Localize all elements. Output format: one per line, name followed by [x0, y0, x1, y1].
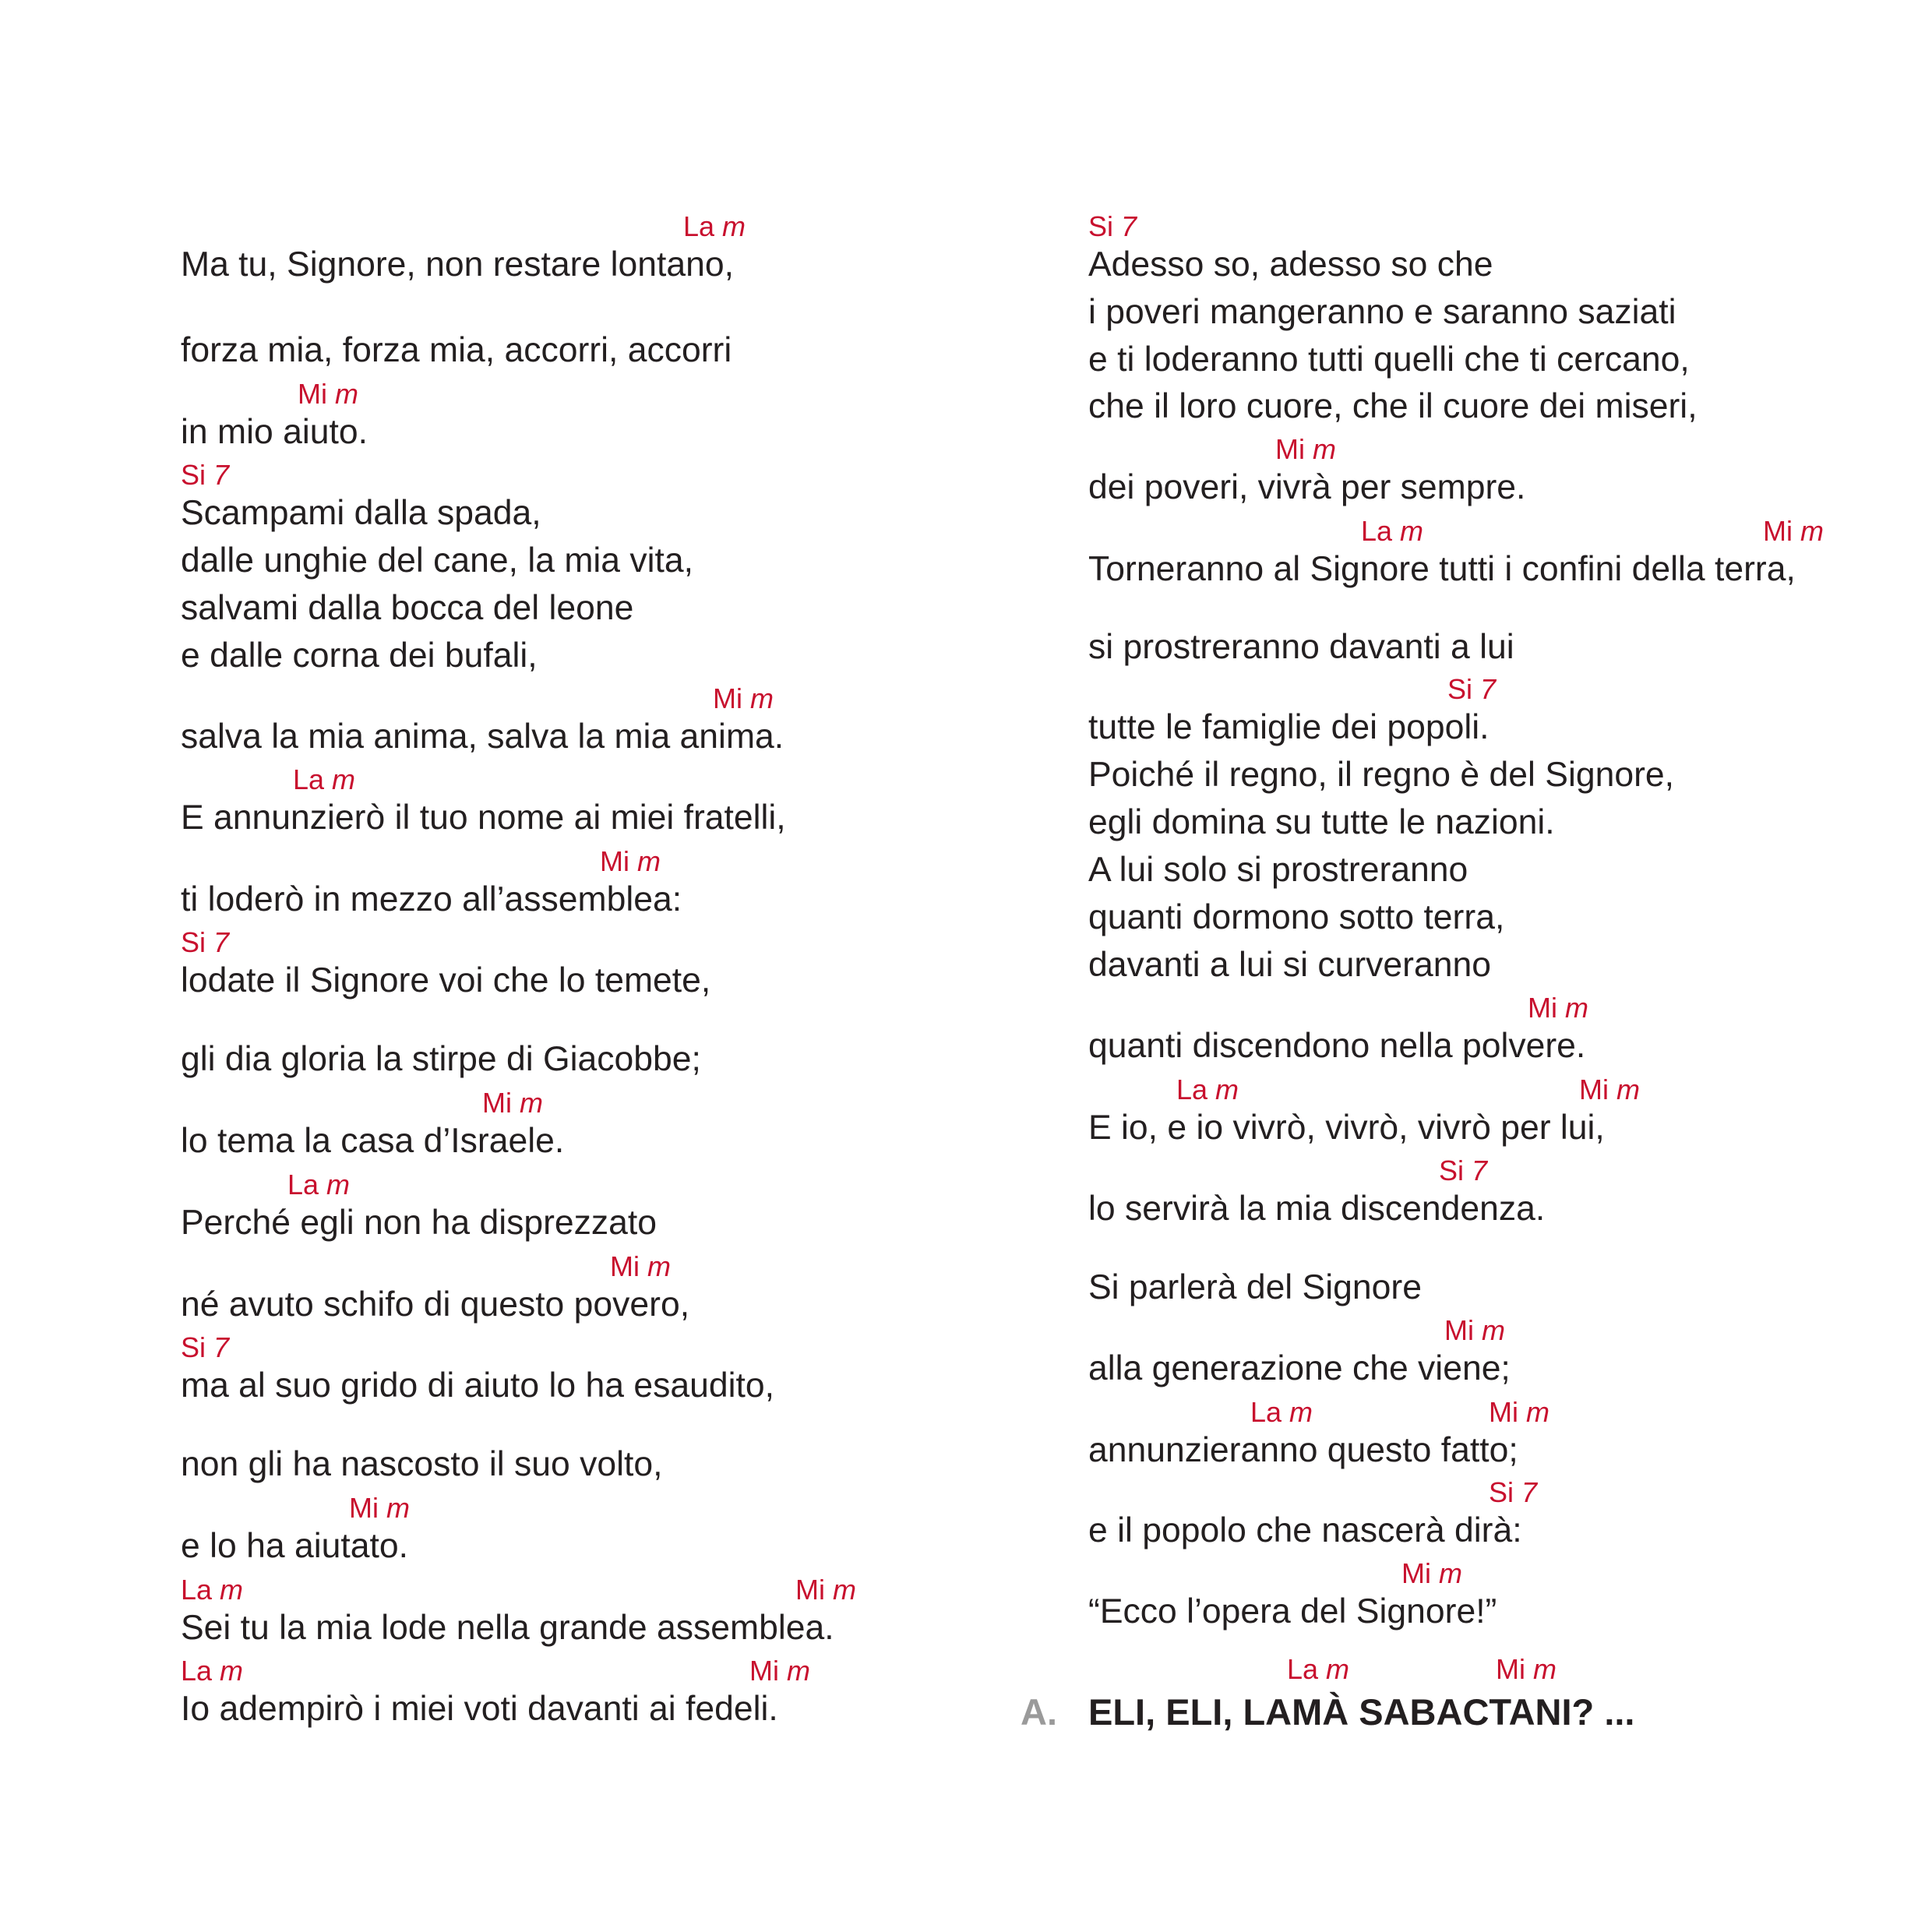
left-lyric-line: ti loderò in mezzo all’assemblea: — [181, 880, 682, 918]
left-lyric-line: salva la mia anima, salva la mia anima. — [181, 717, 784, 756]
chord-root: La — [181, 1574, 220, 1606]
right-lyric-line: i poveri mangeranno e saranno saziati — [1088, 293, 1676, 331]
chord-quality: m — [386, 1492, 410, 1524]
chord-quality: m — [833, 1574, 856, 1606]
chord-root: La — [1361, 515, 1401, 547]
chord-root: Mi — [795, 1574, 833, 1606]
left-lyric-line: Ma tu, Signore, non restare lontano, — [181, 245, 734, 284]
chord-quality: m — [722, 210, 746, 242]
chord-quality: m — [750, 682, 774, 714]
chord-root: La — [287, 1169, 327, 1200]
left-lyric-line: Sei tu la mia lode nella grande assemblea. — [181, 1609, 834, 1647]
chord-root: Mi — [1401, 1557, 1439, 1589]
chord-quality: m — [1313, 433, 1336, 465]
chord-root: Mi — [1579, 1074, 1616, 1105]
left-lyric-line: e lo ha aiutato. — [181, 1527, 408, 1565]
refrain-text: ELI, ELI, LAMÀ SABACTANI? ... — [1088, 1691, 1635, 1733]
right-lyric-line: egli domina su tutte le nazioni. — [1088, 803, 1555, 841]
chord-quality: 7 — [1521, 1476, 1538, 1508]
chord-quality: m — [787, 1655, 810, 1687]
right-lyric-line: davanti a lui si curveranno — [1088, 946, 1491, 984]
left-lyric-line: non gli ha nascosto il suo volto, — [181, 1445, 663, 1483]
left-lyric-line: forza mia, forza mia, accorri, accorri — [181, 331, 732, 369]
right-lyric-line: che il loro cuore, che il cuore dei miseri, — [1088, 387, 1698, 425]
chord-root: Mi — [1496, 1653, 1533, 1685]
chord-root: Si — [1447, 673, 1481, 705]
chord-root: La — [1250, 1396, 1290, 1428]
chord-quality: m — [1326, 1653, 1350, 1685]
chord-quality: 7 — [213, 1331, 230, 1363]
chord-root: Mi — [349, 1492, 386, 1524]
right-lyric-line: quanti discendono nella polvere. — [1088, 1027, 1586, 1065]
chord-quality: m — [1215, 1074, 1239, 1105]
chord-quality: m — [335, 378, 358, 410]
chord-quality: 7 — [213, 459, 230, 491]
chord-root: Mi — [1275, 433, 1313, 465]
chord-root: Si — [1439, 1155, 1472, 1186]
right-lyric-line: si prostreranno davanti a lui — [1088, 628, 1514, 666]
chord-quality: 7 — [1472, 1155, 1488, 1186]
chord-quality: m — [1533, 1653, 1557, 1685]
left-lyric-line: né avuto schifo di questo povero, — [181, 1285, 690, 1324]
chord-root: Mi — [1528, 992, 1565, 1024]
left-lyric-line: Perché egli non ha disprezzato — [181, 1204, 658, 1242]
chord-quality: 7 — [213, 926, 230, 958]
chord-root: Mi — [600, 845, 637, 877]
right-lyric-line: annunzieranno questo fatto; — [1088, 1431, 1518, 1469]
chord-root: Si — [181, 1331, 214, 1363]
left-lyric-line: Scampami dalla spada, — [181, 494, 541, 532]
right-lyric-line: alla generazione che viene; — [1088, 1349, 1511, 1387]
chord-quality: m — [1800, 515, 1824, 547]
chord-quality: m — [332, 763, 356, 795]
chord-quality: m — [1616, 1074, 1640, 1105]
chord-root: Mi — [298, 378, 335, 410]
refrain-chord-mim — [1496, 1655, 1557, 1683]
chord-quality: 7 — [1480, 673, 1497, 705]
chord-quality: m — [326, 1169, 351, 1200]
right-lyric-line: Torneranno al Signore tutti i confini della terra, — [1088, 550, 1796, 588]
chord-root: Mi — [749, 1655, 787, 1687]
chord-root: Mi — [1763, 515, 1800, 547]
chord-quality: m — [1400, 515, 1424, 547]
right-lyric-line: lo servirà la mia discendenza. — [1088, 1190, 1546, 1228]
refrain-chord-lam — [1287, 1655, 1349, 1683]
left-lyric-line: ma al suo grido di aiuto lo ha esaudito, — [181, 1366, 774, 1405]
chord-quality: m — [1565, 992, 1588, 1024]
chord-quality: m — [1439, 1557, 1462, 1589]
right-lyric-line: Si parlerà del Signore — [1088, 1268, 1422, 1306]
left-lyric-line: Io adempirò i miei voti davanti ai fedeli. — [181, 1690, 778, 1728]
chord-root: Mi — [1444, 1314, 1482, 1346]
chord-quality: m — [220, 1655, 244, 1687]
right-lyric-line: e ti loderanno tutti quelli che ti cercano, — [1088, 340, 1690, 379]
chord-quality: m — [1482, 1314, 1505, 1346]
chord-root: Si — [181, 926, 214, 958]
chord-root: La — [683, 210, 723, 242]
chord-root: Si — [181, 459, 214, 491]
left-lyric-line: lo tema la casa d’Israele. — [181, 1122, 565, 1160]
refrain-letter: A. — [1021, 1691, 1057, 1733]
right-lyric-line: E io, e io vivrò, vivrò, vivrò per lui, — [1088, 1109, 1605, 1147]
chord-root: La — [1287, 1653, 1327, 1685]
chord-quality: m — [647, 1250, 671, 1282]
left-lyric-line: lodate il Signore voi che lo temete, — [181, 961, 711, 999]
chord-root: La — [293, 763, 333, 795]
left-lyric-line: e dalle corna dei bufali, — [181, 636, 538, 675]
right-lyric-line: quanti dormono sotto terra, — [1088, 898, 1505, 936]
right-lyric-line: tutte le famiglie dei popoli. — [1088, 708, 1490, 746]
right-lyric-line: dei poveri, vivrà per sempre. — [1088, 468, 1526, 506]
chord-quality: 7 — [1121, 210, 1137, 242]
right-lyric-line: “Ecco l’opera del Signore!” — [1088, 1592, 1497, 1631]
chord-root: Mi — [713, 682, 750, 714]
left-lyric-line: E annunzierò il tuo nome ai miei fratelli, — [181, 799, 786, 837]
right-lyric-line: e il popolo che nascerà dirà: — [1088, 1511, 1522, 1549]
left-lyric-line: dalle unghie del cane, la mia vita, — [181, 541, 694, 580]
chord-quality: m — [637, 845, 661, 877]
left-lyric-line: in mio aiuto. — [181, 413, 368, 451]
left-lyric-line: salvami dalla bocca del leone — [181, 589, 634, 627]
right-lyric-line: A lui solo si prostreranno — [1088, 851, 1468, 889]
right-lyric-line: Poiché il regno, il regno è del Signore, — [1088, 756, 1675, 794]
right-lyric-line: Adesso so, adesso so che — [1088, 245, 1493, 284]
chord-quality: m — [520, 1087, 543, 1119]
chord-quality: m — [220, 1574, 244, 1606]
chord-root: Mi — [610, 1250, 647, 1282]
chord-root: Si — [1489, 1476, 1522, 1508]
chord-root: La — [1176, 1074, 1216, 1105]
chord-root: Si — [1088, 210, 1122, 242]
chord-root: La — [181, 1655, 220, 1687]
chord-root: Mi — [482, 1087, 520, 1119]
chord-quality: m — [1289, 1396, 1313, 1428]
chord-root: Mi — [1489, 1396, 1526, 1428]
chord-quality: m — [1526, 1396, 1549, 1428]
left-lyric-line: gli dia gloria la stirpe di Giacobbe; — [181, 1040, 701, 1078]
